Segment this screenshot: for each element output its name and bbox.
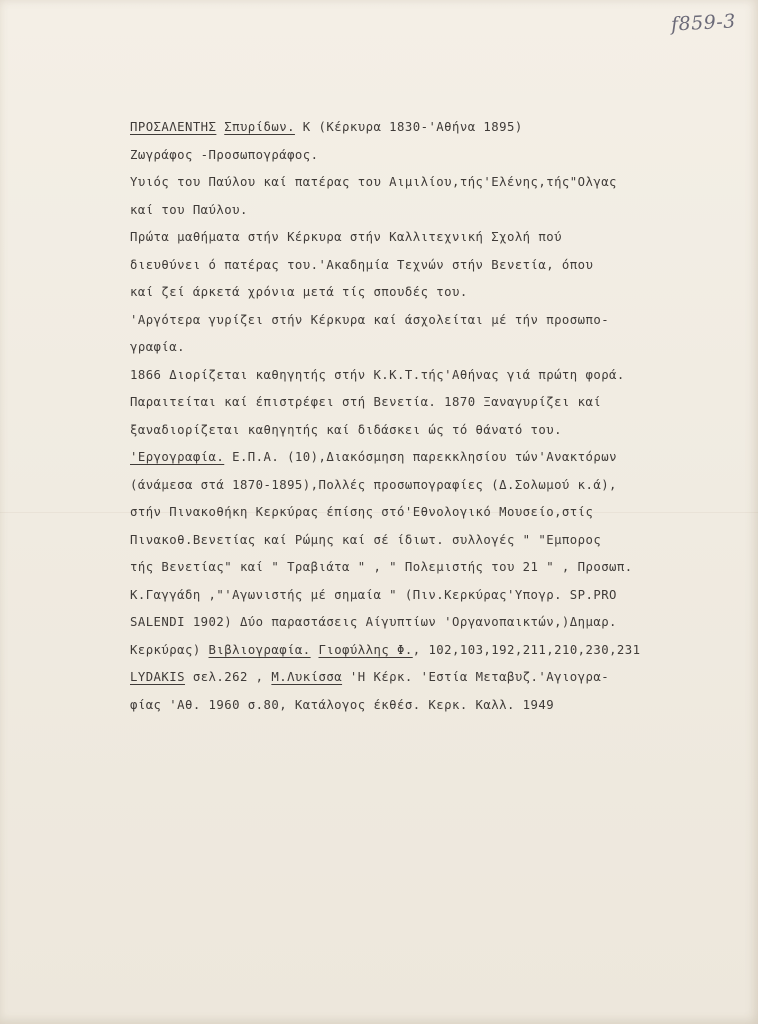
underlined-text: Βιβλιογραφία.	[208, 642, 311, 657]
underlined-text: Σπυρίδων.	[224, 120, 295, 134]
text-line	[130, 692, 740, 720]
text-line	[130, 554, 740, 582]
typed-text-block	[130, 114, 740, 719]
text-line	[130, 334, 740, 362]
text-segment: τής Βενετίας" καί " Τραβιάτα " , " Πολεμιστής του 21 " , Προσωπ.	[130, 560, 633, 574]
text-line	[130, 472, 740, 500]
text-line	[130, 169, 740, 197]
text-segment: διευθύνει ό πατέρας του.'Ακαδημία Τεχνών στήν Βενετία, όπου	[130, 257, 594, 272]
text-segment: (άνάμεσα στά 1870-1895),Πολλές προσωπογραφίες (Δ.Σολωμού κ.ά),	[130, 477, 617, 492]
text-segment: Κ.Γαγγάδη ,"'Αγωνιστής μέ σημαία " (Πιν.Κερκύρας'Υπογρ. SP.PRO	[130, 587, 617, 602]
text-segment: ξαναδιορίζεται καθηγητής καί διδάσκει ώς τό θάνατό του.	[130, 422, 562, 437]
text-line	[130, 609, 740, 637]
text-segment: Κ (Κέρκυρα 1830-'Αθήνα 1895)	[294, 120, 523, 134]
text-segment: γραφία.	[130, 340, 185, 354]
text-line	[130, 224, 740, 252]
text-segment: καί του Παύλου.	[130, 202, 248, 217]
text-segment: Πινακοθ.Βενετίας καί Ρώμης καί σέ ίδιωτ. συλλογές " "Εμπορος	[130, 532, 602, 547]
text-line	[130, 637, 740, 665]
text-line	[130, 252, 740, 280]
text-line	[130, 142, 740, 170]
underlined-text: Μ.Λυκίσσα	[271, 670, 343, 684]
text-line	[130, 307, 740, 335]
text-line	[130, 499, 740, 527]
text-segment: Κερκύρας)	[130, 642, 209, 657]
text-segment: στήν Πινακοθήκη Κερκύρας έπίσης στό'Εθνολογικό Μουσείο,στίς	[130, 505, 594, 519]
text-segment: Υυιός του Παύλου καί πατέρας του Αιμιλίου,τής'Ελένης,τής"Ολγας	[130, 175, 617, 189]
text-line	[130, 389, 740, 417]
text-segment: 1866 Διορίζεται καθηγητής στήν Κ.Κ.Τ.τής'Αθήνας γιά πρώτη φορά.	[130, 367, 625, 382]
underlined-text: LYDAKIS	[130, 670, 185, 684]
text-line	[130, 444, 740, 472]
underlined-text: Γιοφύλλης Φ.	[318, 642, 413, 657]
text-segment: Παραιτείται καί έπιστρέφει στή Βενετία. 1870 Ξαναγυρίζει καί	[130, 395, 602, 409]
underlined-text: ΠΡΟΣΑΛΕΝΤΗΣ	[130, 120, 217, 134]
text-line	[130, 197, 740, 225]
text-line	[130, 114, 740, 142]
text-line	[130, 362, 740, 390]
text-segment: Πρώτα μαθήματα στήν Κέρκυρα στήν Καλλιτεχνική Σχολή πού	[130, 230, 562, 244]
page-number: f859-3	[670, 10, 737, 36]
text-segment: SALENDI 1902) Δύο παραστάσεις Αίγυπτίων 'Οργανοπαικτών,)Δημαρ.	[130, 615, 617, 629]
text-line	[130, 417, 740, 445]
text-segment: Ε.Π.Α. (10),Διακόσμηση παρεκκλησίου τών'Ανακτόρων	[224, 450, 617, 464]
text-segment: 'Η Κέρκ. 'Εστία Μεταβυζ.'Αγιογρα-	[342, 670, 610, 684]
text-line	[130, 582, 740, 610]
text-segment	[311, 643, 319, 657]
text-line	[130, 527, 740, 555]
text-line	[130, 664, 740, 692]
underlined-text: 'Εργογραφία.	[130, 450, 225, 464]
text-segment: καί ζεί άρκετά χρόνια μετά τίς σπουδές του.	[130, 285, 468, 299]
text-line	[130, 279, 740, 307]
text-segment: 'Αργότερα γυρίζει στήν Κέρκυρα καί άσχολείται μέ τήν προσωπο-	[130, 312, 610, 327]
text-segment: σελ.262 ,	[184, 670, 272, 684]
text-segment: φίας 'Αθ. 1960 σ.80, Κατάλογος έκθέσ. Κερκ. Καλλ. 1949	[130, 697, 555, 712]
text-segment: Ζωγράφος -Προσωπογράφος.	[130, 147, 319, 162]
text-segment: , 102,103,192,211,210,230,231	[412, 642, 641, 657]
